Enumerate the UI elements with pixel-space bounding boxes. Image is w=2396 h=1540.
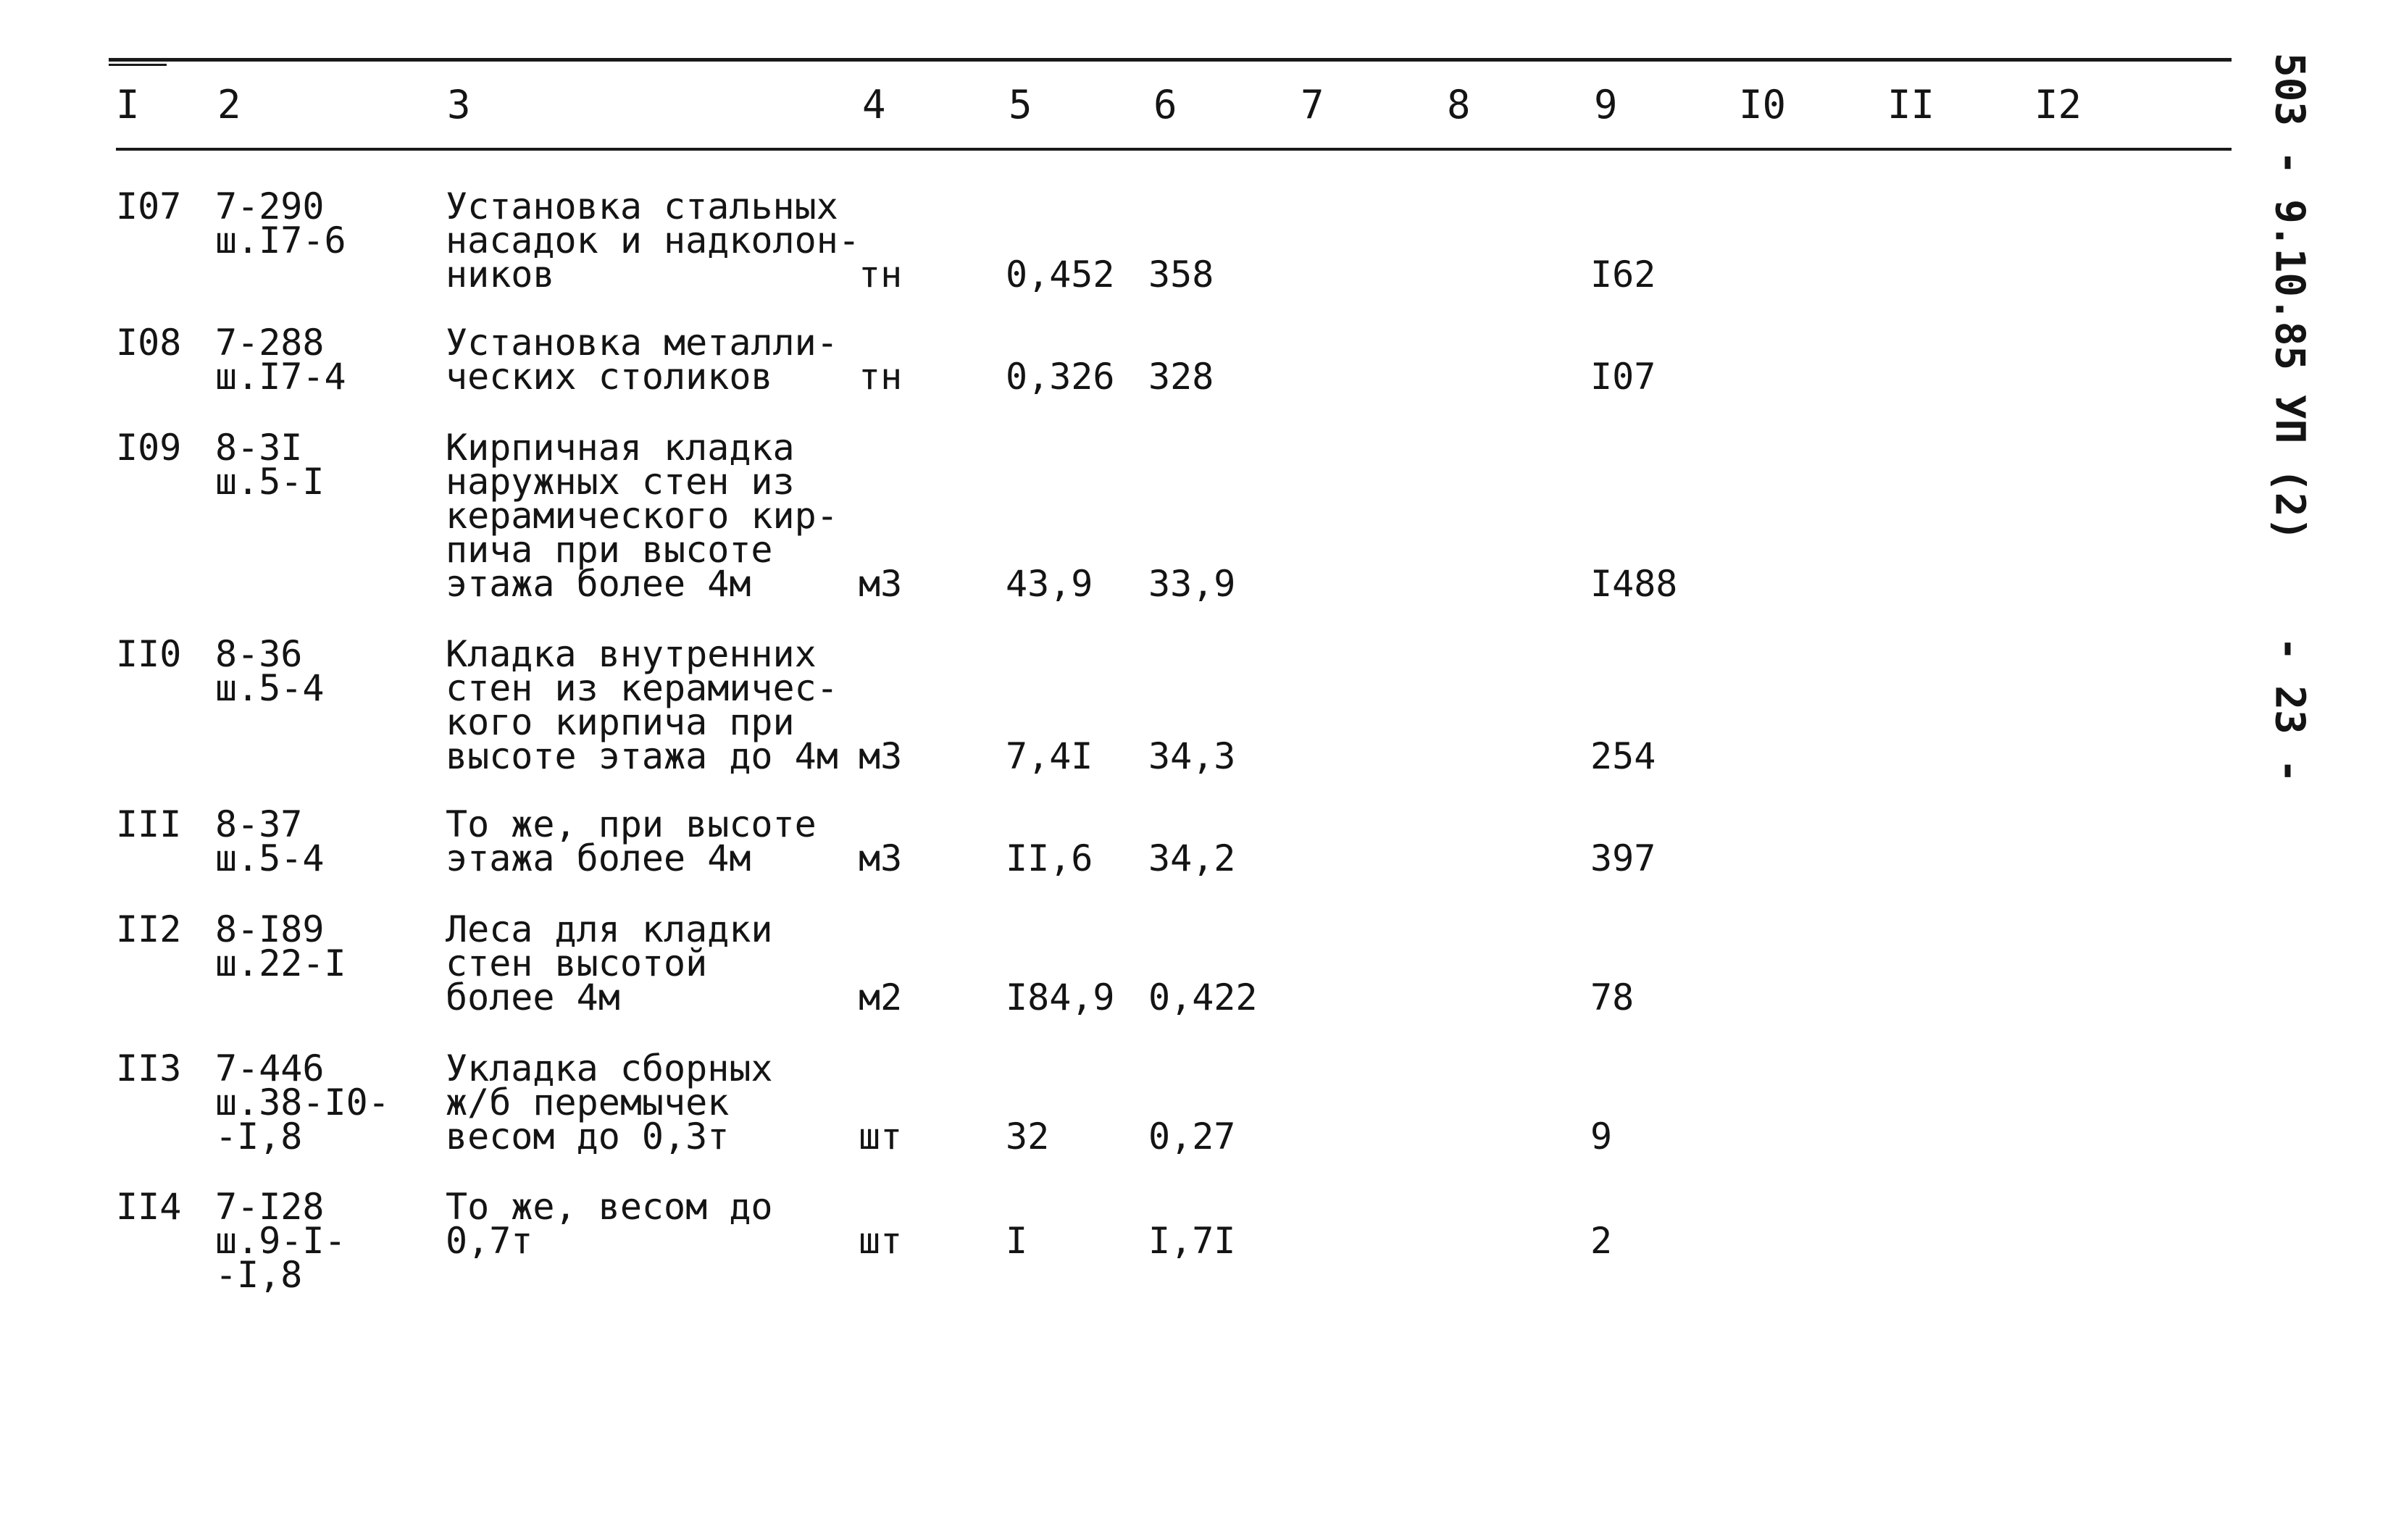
column-header: 8 [1447,82,1471,127]
page-number: - 23 - [2266,636,2313,784]
work-description: Установка стальных насадок и надколон- ников [446,185,860,296]
column-header: 6 [1153,82,1177,127]
total-value: 78 [1590,976,1635,1018]
total-value: I488 [1590,563,1678,605]
total-value: 254 [1590,735,1656,777]
column-header: 9 [1594,82,1618,127]
quantity: 43,9 [1006,563,1093,605]
unit-rate: 34,2 [1148,837,1236,879]
column-header: 4 [862,82,886,127]
quantity: 0,452 [1006,254,1115,296]
unit-rate: 33,9 [1148,563,1236,605]
quantity: I84,9 [1006,976,1115,1018]
work-description: То же, весом до 0,7т [446,1186,773,1262]
unit: м2 [859,976,903,1018]
unit-rate: I,7I [1148,1220,1236,1262]
column-header: I2 [2034,82,2082,127]
column-header: 7 [1301,82,1324,127]
document-code: 503 - 9.10.85 УП (2) [2266,52,2313,542]
norm-code: 7-288 ш.I7-4 [215,322,346,398]
total-value: 397 [1590,837,1656,879]
norm-code: 8-37 ш.5-4 [215,803,325,879]
quantity: I [1006,1220,1028,1262]
unit: м3 [859,837,903,879]
row-number: I09 [116,427,182,469]
column-header: II [1887,82,1935,127]
quantity: 0,326 [1006,356,1115,398]
total-value: I07 [1590,356,1656,398]
work-description: Кирпичная кладка наружных стен из керамического кир- пича при высоте этажа более 4м [446,427,838,605]
unit-rate: 34,3 [1148,735,1236,777]
header-bottom-rule [116,148,2232,151]
unit: м3 [859,735,903,777]
work-description: Укладка сборных ж/б перемычек весом до 0,3т [446,1047,773,1158]
row-number: II4 [116,1186,182,1228]
unit-rate: 358 [1148,254,1214,296]
unit: шт [859,1220,903,1262]
unit: тн [859,254,903,296]
quantity: II,6 [1006,837,1093,879]
unit: тн [859,356,903,398]
unit-rate: 0,27 [1148,1116,1236,1158]
header-top-stub-rule [109,64,167,66]
unit-rate: 0,422 [1148,976,1258,1018]
work-description: Кладка внутренних стен из керамичес- кого кирпича при высоте этажа до 4м [446,633,838,777]
quantity: 32 [1006,1116,1050,1158]
norm-code: 7-446 ш.38-I0- -I,8 [215,1047,390,1158]
column-header-row [0,80,2246,130]
unit: м3 [859,563,903,605]
row-number: III [116,803,182,845]
work-description: Леса для кладки стен высотой более 4м [446,908,773,1018]
norm-code: 7-290 ш.I7-6 [215,185,346,261]
row-number: I07 [116,185,182,227]
row-number: II0 [116,633,182,675]
document-code-margin [2266,52,2313,542]
column-header: 5 [1009,82,1032,127]
column-header: 3 [447,82,471,127]
column-header: I0 [1739,82,1787,127]
norm-code: 8-36 ш.5-4 [215,633,325,709]
column-header: 2 [217,82,241,127]
work-description: То же, при высоте этажа более 4м [446,803,817,879]
unit-rate: 328 [1148,356,1214,398]
total-value: 9 [1590,1116,1613,1158]
row-number: II3 [116,1047,182,1089]
row-number: I08 [116,322,182,364]
norm-code: 7-I28 ш.9-I- -I,8 [215,1186,346,1296]
page-number-margin [2268,637,2311,782]
total-value: 2 [1590,1220,1613,1262]
column-header: I [116,82,140,127]
unit: шт [859,1116,903,1158]
header-top-rule [109,58,2232,62]
quantity: 7,4I [1006,735,1093,777]
work-description: Установка металли- ческих столиков [446,322,838,398]
row-number: II2 [116,908,182,950]
norm-code: 8-3I ш.5-I [215,427,325,503]
total-value: I62 [1590,254,1656,296]
norm-code: 8-I89 ш.22-I [215,908,346,984]
